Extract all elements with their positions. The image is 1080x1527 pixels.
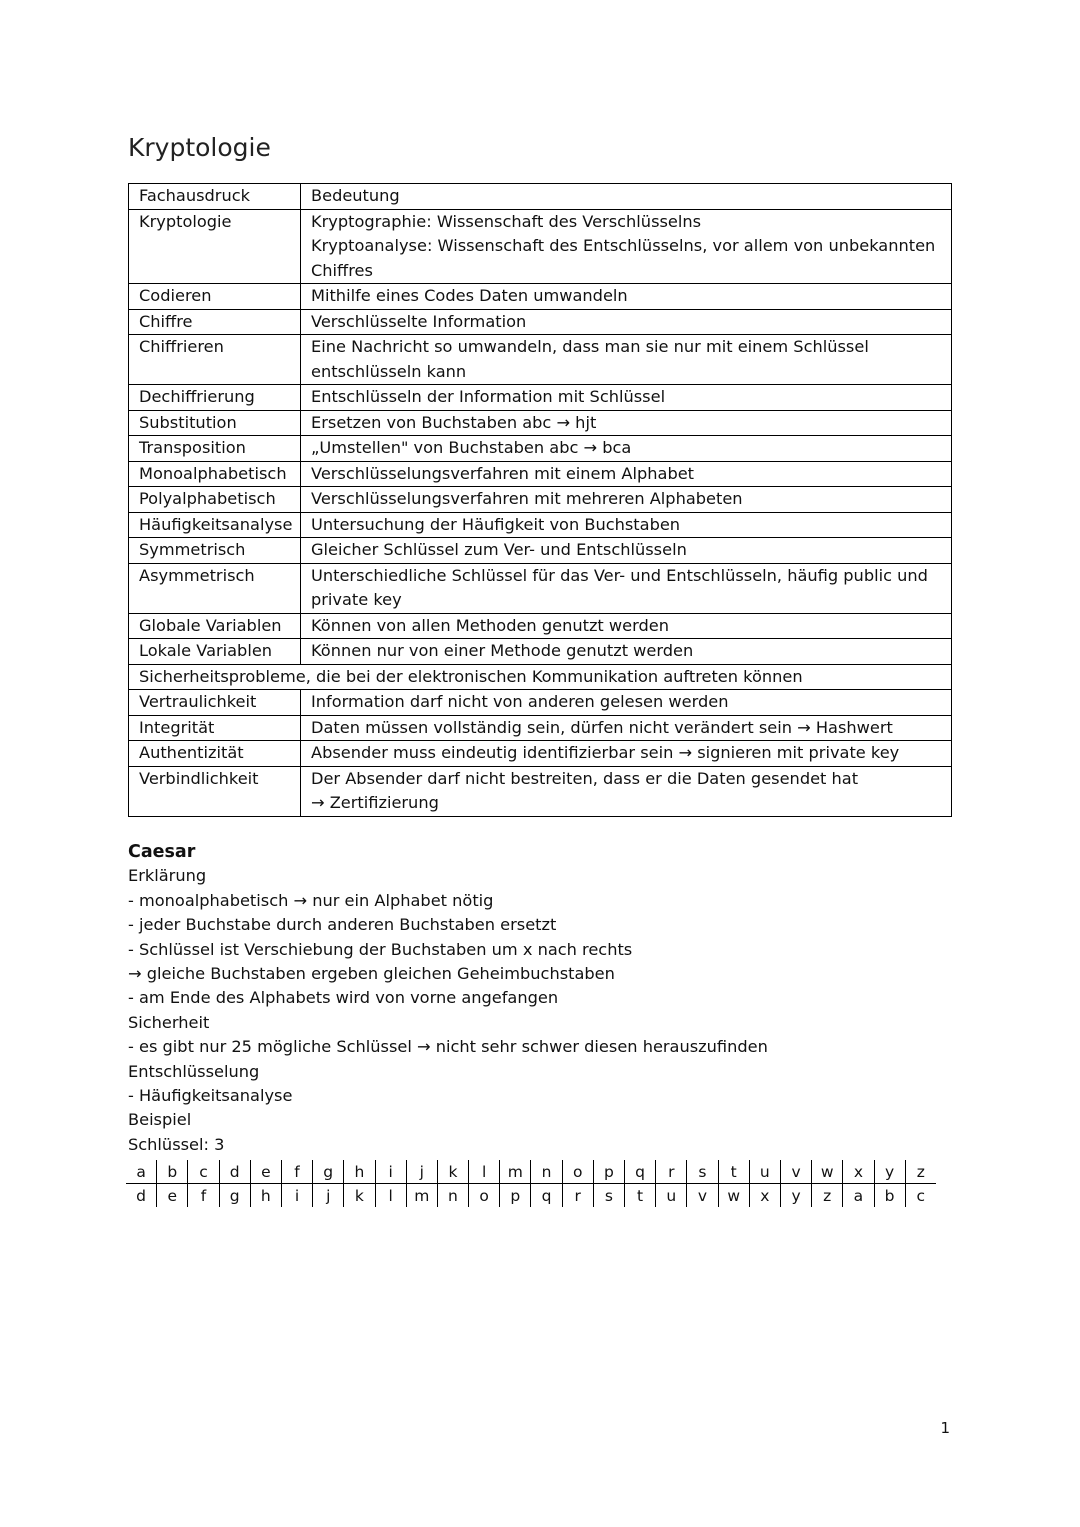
- cipher-letter: c: [905, 1184, 936, 1208]
- term-cell: Authentizität: [129, 741, 301, 767]
- table-row: [129, 690, 952, 716]
- cipher-letter: z: [812, 1184, 843, 1208]
- meaning-line: Untersuchung der Häufigkeit von Buchstaben: [311, 514, 681, 534]
- meaning-line: private key: [311, 590, 402, 609]
- plain-letter: r: [656, 1160, 687, 1184]
- meaning-line: Chiffres: [311, 260, 373, 280]
- cipher-letter: p: [500, 1184, 531, 1208]
- plain-alphabet-row: [126, 1160, 936, 1184]
- term-cell: Substitution: [129, 410, 301, 436]
- plain-letter: u: [749, 1160, 780, 1184]
- caesar-line: Erklärung: [128, 866, 207, 886]
- table-row: [129, 512, 952, 538]
- meaning-cell: [301, 487, 952, 513]
- table-row: [129, 715, 952, 741]
- cipher-letter: s: [593, 1184, 624, 1208]
- header-meaning: Bedeutung: [301, 184, 952, 210]
- cipher-letter: r: [562, 1184, 593, 1208]
- term-cell: Vertraulichkeit: [129, 690, 301, 716]
- caesar-line: - jeder Buchstabe durch anderen Buchstaben ersetzt: [128, 915, 557, 935]
- caesar-line: → gleiche Buchstaben ergeben gleichen Geheimbuchstaben: [128, 964, 615, 984]
- cipher-letter: o: [469, 1184, 500, 1208]
- plain-letter: d: [219, 1160, 250, 1184]
- page-number: 1: [940, 1419, 950, 1437]
- meaning-line: Eine Nachricht so umwandeln, dass man sie nur mit einem Schlüssel: [311, 337, 869, 356]
- term-cell: Monoalphabetisch: [129, 461, 301, 487]
- plain-letter: m: [500, 1160, 531, 1184]
- cipher-alphabet-row: [126, 1184, 936, 1208]
- meaning-line: „Umstellen" von Buchstaben abc → bca: [311, 438, 632, 457]
- meaning-cell: [301, 436, 952, 462]
- meaning-line: Unterschiedliche Schlüssel für das Ver- und Entschlüsseln, häufig public und: [311, 565, 928, 585]
- cipher-letter: f: [188, 1184, 219, 1208]
- header-term: Fachausdruck: [129, 184, 301, 210]
- table-row: [129, 487, 952, 513]
- meaning-line: Verschlüsselungsverfahren mit einem Alphabet: [311, 463, 695, 483]
- meaning-line: Der Absender darf nicht bestreiten, dass er die Daten gesendet hat: [311, 768, 859, 788]
- plain-letter: b: [157, 1160, 188, 1184]
- caesar-lines: [128, 864, 768, 1157]
- meaning-line: entschlüsseln kann: [311, 361, 467, 381]
- plain-letter: f: [281, 1160, 312, 1184]
- meaning-cell: [301, 613, 952, 639]
- term-cell: Transposition: [129, 436, 301, 462]
- meaning-line: Verschlüsselte Information: [311, 311, 527, 331]
- meaning-line: Ersetzen von Buchstaben abc → hjt: [311, 412, 597, 432]
- meaning-cell: [301, 639, 952, 665]
- caesar-line: - es gibt nur 25 mögliche Schlüssel → nicht sehr schwer diesen herauszufinden: [128, 1037, 768, 1057]
- meaning-cell: [301, 538, 952, 564]
- table-row: [129, 436, 952, 462]
- terms-table: [128, 183, 952, 817]
- table-row: [129, 538, 952, 564]
- table-row: [129, 410, 952, 436]
- section-heading-row: [129, 664, 952, 690]
- cipher-letter: e: [157, 1184, 188, 1208]
- term-cell: Verbindlichkeit: [129, 766, 301, 816]
- caesar-line: Sicherheit: [128, 1012, 210, 1032]
- page-title: Kryptologie: [128, 133, 271, 162]
- meaning-cell: [301, 461, 952, 487]
- cipher-letter: y: [780, 1184, 811, 1208]
- meaning-cell: [301, 209, 952, 284]
- plain-letter: e: [250, 1160, 281, 1184]
- caesar-line: - am Ende des Alphabets wird von vorne angefangen: [128, 988, 559, 1008]
- term-cell: Globale Variablen: [129, 613, 301, 639]
- plain-letter: c: [188, 1160, 219, 1184]
- caesar-section: [128, 840, 768, 1157]
- cipher-letter: j: [313, 1184, 344, 1208]
- meaning-line: Kryptographie: Wissenschaft des Verschlüsselns: [311, 211, 702, 231]
- cipher-letter: t: [625, 1184, 656, 1208]
- caesar-line: - Schlüssel ist Verschiebung der Buchstaben um x nach rechts: [128, 939, 633, 959]
- plain-letter: a: [126, 1160, 157, 1184]
- meaning-cell: [301, 335, 952, 385]
- plain-letter: g: [313, 1160, 344, 1184]
- meaning-line: Können von allen Methoden genutzt werden: [311, 615, 669, 635]
- table-row: [129, 563, 952, 613]
- plain-letter: i: [375, 1160, 406, 1184]
- plain-letter: z: [905, 1160, 936, 1184]
- term-cell: Symmetrisch: [129, 538, 301, 564]
- term-cell: Häufigkeitsanalyse: [129, 512, 301, 538]
- cipher-letter: b: [874, 1184, 905, 1208]
- table-row: [129, 639, 952, 665]
- cipher-letter: a: [843, 1184, 874, 1208]
- meaning-cell: [301, 766, 952, 816]
- plain-letter: w: [812, 1160, 843, 1184]
- meaning-cell: [301, 741, 952, 767]
- term-cell: Kryptologie: [129, 209, 301, 284]
- table-row: [129, 284, 952, 310]
- plain-letter: h: [344, 1160, 375, 1184]
- table-row: [129, 385, 952, 411]
- term-cell: Chiffre: [129, 309, 301, 335]
- cipher-letter: h: [250, 1184, 281, 1208]
- meaning-line: → Zertifizierung: [311, 793, 439, 812]
- plain-letter: k: [437, 1160, 468, 1184]
- cipher-letter: x: [749, 1184, 780, 1208]
- plain-letter: q: [625, 1160, 656, 1184]
- cipher-letter: n: [437, 1184, 468, 1208]
- term-cell: Chiffrieren: [129, 335, 301, 385]
- plain-letter: s: [687, 1160, 718, 1184]
- table-row: [129, 309, 952, 335]
- plain-letter: j: [406, 1160, 437, 1184]
- plain-letter: v: [780, 1160, 811, 1184]
- plain-letter: y: [874, 1160, 905, 1184]
- meaning-cell: [301, 512, 952, 538]
- plain-letter: o: [562, 1160, 593, 1184]
- caesar-line: Entschlüsselung: [128, 1061, 260, 1081]
- meaning-line: Mithilfe eines Codes Daten umwandeln: [311, 286, 628, 305]
- table-header-row: [129, 184, 952, 210]
- plain-letter: n: [531, 1160, 562, 1184]
- term-cell: Polyalphabetisch: [129, 487, 301, 513]
- caesar-line: - Häufigkeitsanalyse: [128, 1086, 293, 1106]
- meaning-line: Information darf nicht von anderen gelesen werden: [311, 692, 729, 711]
- caesar-line: Beispiel: [128, 1110, 192, 1130]
- plain-letter: x: [843, 1160, 874, 1184]
- cipher-letter: u: [656, 1184, 687, 1208]
- meaning-line: Daten müssen vollständig sein, dürfen nicht verändert sein → Hashwert: [311, 717, 893, 737]
- meaning-cell: [301, 410, 952, 436]
- table-row: [129, 461, 952, 487]
- meaning-line: Können nur von einer Methode genutzt werden: [311, 641, 694, 660]
- cipher-letter: i: [281, 1184, 312, 1208]
- section-heading: Sicherheitsprobleme, die bei der elektronischen Kommunikation auftreten können: [129, 664, 952, 690]
- meaning-line: Entschlüsseln der Information mit Schlüssel: [311, 387, 666, 406]
- plain-letter: t: [718, 1160, 749, 1184]
- meaning-line: Kryptoanalyse: Wissenschaft des Entschlüsselns, vor allem von unbekannten: [311, 236, 936, 255]
- cipher-letter: l: [375, 1184, 406, 1208]
- table-row: [129, 766, 952, 816]
- cipher-letter: k: [344, 1184, 375, 1208]
- term-cell: Integrität: [129, 715, 301, 741]
- meaning-cell: [301, 284, 952, 310]
- cipher-letter: d: [136, 1186, 147, 1205]
- meaning-cell: [301, 563, 952, 613]
- table-row: [129, 209, 952, 284]
- terms-table-body: [129, 184, 952, 817]
- meaning-cell: [301, 690, 952, 716]
- term-cell: Codieren: [129, 284, 301, 310]
- meaning-cell: [301, 309, 952, 335]
- term-cell: Lokale Variablen: [129, 639, 301, 665]
- plain-letter: p: [593, 1160, 624, 1184]
- caesar-line: Schlüssel: 3: [128, 1134, 225, 1154]
- cipher-letter: v: [687, 1184, 718, 1208]
- meaning-line: Gleicher Schlüssel zum Ver- und Entschlüsseln: [311, 540, 687, 559]
- term-cell: Dechiffrierung: [129, 385, 301, 411]
- plain-letter: l: [469, 1160, 500, 1184]
- table-row: [129, 741, 952, 767]
- term-cell: Asymmetrisch: [129, 563, 301, 613]
- meaning-line: Verschlüsselungsverfahren mit mehreren Alphabeten: [311, 489, 743, 508]
- cipher-letter: q: [531, 1184, 562, 1208]
- table-row: [129, 335, 952, 385]
- caesar-alphabet-table: [126, 1160, 936, 1207]
- cipher-letter: w: [718, 1184, 749, 1208]
- caesar-line: - monoalphabetisch → nur ein Alphabet nötig: [128, 890, 494, 910]
- meaning-cell: [301, 385, 952, 411]
- cipher-letter: g: [219, 1184, 250, 1208]
- meaning-cell: [301, 715, 952, 741]
- table-row: [129, 613, 952, 639]
- meaning-line: Absender muss eindeutig identifizierbar sein → signieren mit private key: [311, 743, 900, 762]
- cipher-letter: m: [406, 1184, 437, 1208]
- caesar-heading: Caesar: [128, 842, 196, 862]
